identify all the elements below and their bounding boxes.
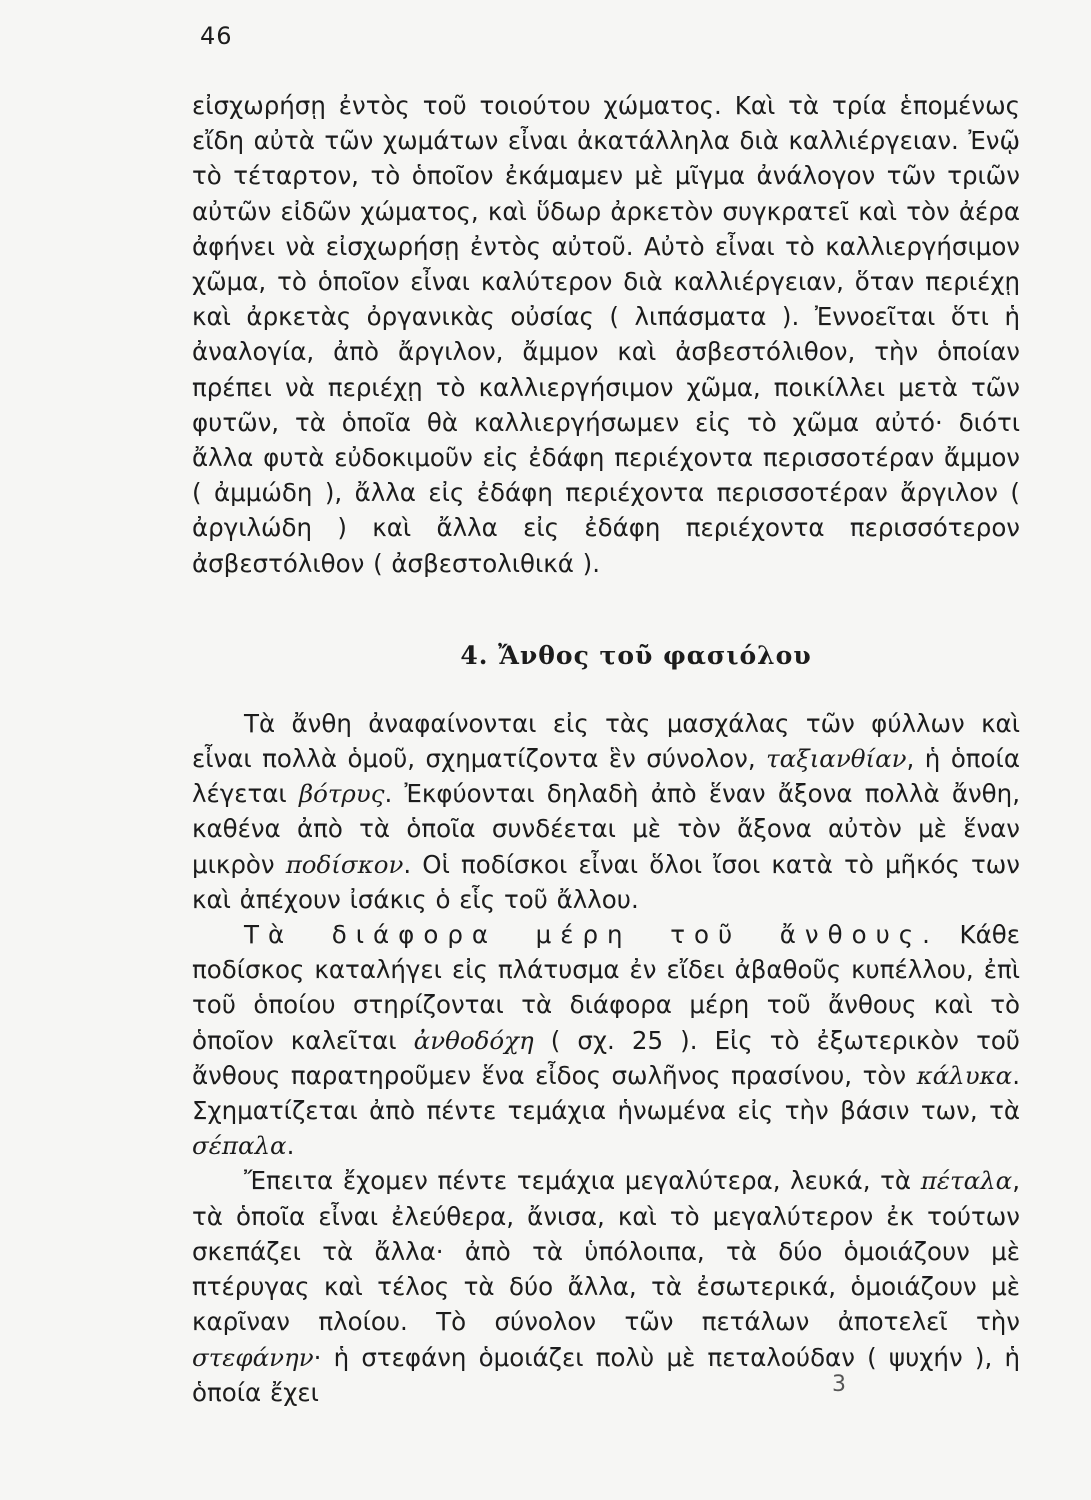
- text-run: , τὰ ὁποῖα εἶναι ἐλεύθερα, ἄνισα, καὶ τὸ μεγαλύτερον ἐκ τούτων σκεπάζει τὰ ἄλλα· ἀπὸ τὰ ὑπόλοιπα, τὰ δύο ὁμοιάζουν μὲ πτέρυγας καὶ τέλος τὰ δύο ἄλλα, τὰ ἐσωτερικά, ὁμοιάζουν μὲ καρῖναν πλοίου. Τὸ σύνολον τῶν πετάλων ἀποτελεῖ τὴν: [192, 1166, 1020, 1337]
- text-run: · ἡ στεφάνη ὁμοιάζει πολὺ μὲ πεταλούδαν ( ψυχήν ), ἡ ὁποία ἔχει: [192, 1342, 1020, 1407]
- term-anthodochi: ἀνθοδόχη: [413, 1025, 534, 1055]
- term-botrys: βότρυς: [298, 779, 385, 809]
- paragraph-flower-parts: [192, 917, 1020, 1163]
- text-run: .: [286, 1131, 295, 1161]
- term-podiskos: ποδίσκον: [285, 849, 404, 879]
- page-mark: 3: [832, 1372, 846, 1397]
- spaced-subheading: Τὰ διάφορα μέρη τοῦ ἄνθους: [244, 920, 923, 950]
- text-run: . Κάθε ποδίσκος καταλήγει εἰς πλάτυσμα ἐν εἴδει ἀβαθοῦς κυπέλλου, ἐπὶ τοῦ ὁποίου στηρίζονται τὰ διάφορα μέρη τοῦ ἄνθους καὶ τὸ ὁποῖον καλεῖται: [192, 920, 1020, 1055]
- term-taxianthia: ταξιανθίαν: [766, 744, 907, 774]
- text-run: . Σχηματίζεται ἀπὸ πέντε τεμάχια ἡνωμένα εἰς τὴν βάσιν των, τὰ: [192, 1060, 1021, 1126]
- text-run: , ἡ ὁποία λέγεται: [192, 744, 1020, 809]
- term-sepala: σέπαλα: [192, 1131, 287, 1161]
- section-heading: 4. Ἄνθος τοῦ φασιόλου: [460, 640, 812, 670]
- text-run: . Οἱ ποδίσκοι εἶναι ὅλοι ἴσοι κατὰ τὸ μῆκός των καὶ ἀπέχουν ἰσάκις ὁ εἷς τοῦ ἄλλου.: [192, 849, 1020, 914]
- text-run: Ἔπειτα ἔχομεν πέντε τεμάχια μεγαλύτερα, λευκά, τὰ: [244, 1166, 912, 1196]
- paragraph-inflorescence: [192, 706, 1020, 917]
- text-run: Τὰ ἄνθη ἀναφαίνονται εἰς τὰς μασχάλας τῶν φύλλων καὶ εἶναι πολλὰ ὁμοῦ, σχηματίζοντα ἓν σύνολον,: [192, 708, 1020, 774]
- text-body: [192, 88, 1020, 1410]
- paragraph-petals: [192, 1163, 1020, 1409]
- term-petala: πέταλα: [920, 1166, 1013, 1196]
- term-stefani: στεφάνην: [192, 1342, 314, 1372]
- page-number: 46: [200, 22, 233, 50]
- term-kalyx: κάλυκα: [916, 1060, 1013, 1090]
- text-run: . Ἐκφύονται δηλαδὴ ἀπὸ ἕναν ἄξονα πολλὰ ἄνθη, καθένα ἀπὸ τὰ ὁποῖα συνδέεται μὲ τὸν ἄξονα αὐτὸν μὲ ἕναν μικρὸν: [192, 779, 1020, 879]
- paragraph-soil-composition: εἰσχωρήσῃ ἐντὸς τοῦ τοιούτου χώματος. Καὶ τὰ τρία ἑπομένως εἴδη αὐτὰ τῶν χωμάτων εἶναι ἀκατάλληλα διὰ καλλιέργειαν. Ἐνῷ τὸ τέταρτον, τὸ ὁποῖον ἐκάμαμεν μὲ μῖγμα ἀνάλογον τῶν τριῶν αὐτῶν εἰδῶν χώματος, καὶ ὕδωρ ἀρκετὸν συγκρατεῖ καὶ τὸν ἀέρα ἀφήνει νὰ εἰσχωρήσῃ ἐντὸς αὐτοῦ. Αὐτὸ εἶναι τὸ καλλιεργήσιμον χῶμα, τὸ ὁποῖον εἶναι καλύτερον διὰ καλλιέργειαν, ὅταν περιέχῃ καὶ ἀρκετὰς ὀργανικὰς οὐσίας ( λιπάσματα ). Ἐννοεῖται ὅτι ἡ ἀναλογία, ἀπὸ ἄργιλον, ἄμμον καὶ ἀσβεστόλιθον, τὴν ὁποίαν πρέπει νὰ περιέχῃ τὸ καλλιεργήσιμον χῶμα, ποικίλλει μετὰ τῶν φυτῶν, τὰ ὁποῖα θὰ καλλιεργήσωμεν εἰς τὸ χῶμα αὐτό· διότι ἄλλα φυτὰ εὐδοκιμοῦν εἰς ἐδάφη περιέχοντα περισσοτέραν ἄμμον ( ἀμμώδη ), ἄλλα εἰς ἐδάφη περιέχοντα περισσοτέραν ἄργιλον ( ἀργιλώδη ) καὶ ἄλλα εἰς ἐδάφη περιέχοντα περισσότερον ἀσβεστόλιθον ( ἀσβεστολιθικά ).: [192, 91, 1020, 578]
- text-run: ( σχ. 25 ). Εἰς τὸ ἐξωτερικὸν τοῦ ἄνθους παρατηροῦμεν ἕνα εἶδος σωλῆνος πρασίνου, τὸν: [192, 1025, 1020, 1090]
